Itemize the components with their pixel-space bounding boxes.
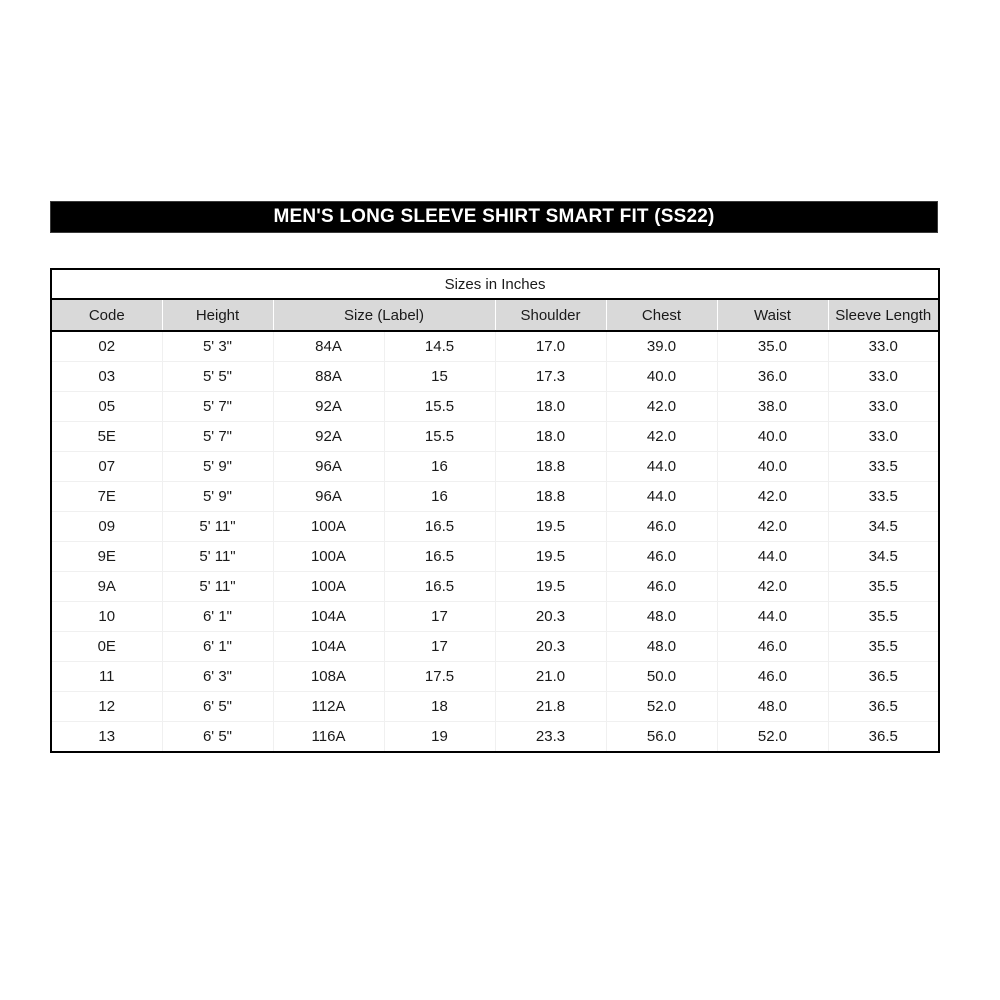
table-row bbox=[51, 632, 939, 662]
size-chart-table bbox=[50, 268, 940, 753]
cell-shoulder: 18.0 bbox=[495, 392, 606, 422]
cell-code: 11 bbox=[51, 662, 162, 692]
cell-height: 5' 3" bbox=[162, 331, 273, 362]
cell-code: 5E bbox=[51, 422, 162, 452]
cell-size-number: 17.5 bbox=[384, 662, 495, 692]
cell-waist: 35.0 bbox=[717, 331, 828, 362]
table-row bbox=[51, 722, 939, 753]
column-header-code: Code bbox=[51, 299, 162, 331]
cell-chest: 44.0 bbox=[606, 452, 717, 482]
cell-height: 6' 3" bbox=[162, 662, 273, 692]
cell-shoulder: 17.3 bbox=[495, 362, 606, 392]
table-row bbox=[51, 362, 939, 392]
cell-chest: 48.0 bbox=[606, 602, 717, 632]
cell-sleeve-length: 36.5 bbox=[828, 662, 939, 692]
column-header-shoulder: Shoulder bbox=[495, 299, 606, 331]
table-caption-row bbox=[51, 269, 939, 299]
column-header-chest: Chest bbox=[606, 299, 717, 331]
cell-chest: 50.0 bbox=[606, 662, 717, 692]
cell-height: 6' 1" bbox=[162, 632, 273, 662]
cell-chest: 48.0 bbox=[606, 632, 717, 662]
cell-sleeve-length: 35.5 bbox=[828, 602, 939, 632]
column-header-sleeve-length: Sleeve Length bbox=[828, 299, 939, 331]
table-row bbox=[51, 572, 939, 602]
cell-size-label: 112A bbox=[273, 692, 384, 722]
table-header-row bbox=[51, 299, 939, 331]
cell-code: 02 bbox=[51, 331, 162, 362]
cell-size-label: 104A bbox=[273, 602, 384, 632]
cell-sleeve-length: 33.0 bbox=[828, 362, 939, 392]
column-header-height: Height bbox=[162, 299, 273, 331]
cell-height: 5' 11" bbox=[162, 512, 273, 542]
cell-size-number: 17 bbox=[384, 632, 495, 662]
cell-shoulder: 19.5 bbox=[495, 572, 606, 602]
cell-chest: 44.0 bbox=[606, 482, 717, 512]
cell-size-number: 16.5 bbox=[384, 542, 495, 572]
cell-waist: 42.0 bbox=[717, 482, 828, 512]
cell-size-label: 92A bbox=[273, 392, 384, 422]
cell-height: 6' 1" bbox=[162, 602, 273, 632]
cell-sleeve-length: 34.5 bbox=[828, 512, 939, 542]
cell-waist: 46.0 bbox=[717, 662, 828, 692]
cell-sleeve-length: 33.5 bbox=[828, 452, 939, 482]
cell-sleeve-length: 33.0 bbox=[828, 331, 939, 362]
cell-waist: 48.0 bbox=[717, 692, 828, 722]
cell-height: 5' 9" bbox=[162, 482, 273, 512]
cell-size-label: 84A bbox=[273, 331, 384, 362]
cell-chest: 46.0 bbox=[606, 512, 717, 542]
cell-sleeve-length: 33.5 bbox=[828, 482, 939, 512]
cell-sleeve-length: 33.0 bbox=[828, 422, 939, 452]
cell-size-number: 16.5 bbox=[384, 512, 495, 542]
cell-chest: 56.0 bbox=[606, 722, 717, 753]
cell-size-number: 16 bbox=[384, 482, 495, 512]
table-row bbox=[51, 692, 939, 722]
cell-size-number: 18 bbox=[384, 692, 495, 722]
cell-size-number: 14.5 bbox=[384, 331, 495, 362]
cell-code: 12 bbox=[51, 692, 162, 722]
cell-shoulder: 18.0 bbox=[495, 422, 606, 452]
table-caption: Sizes in Inches bbox=[51, 269, 939, 299]
cell-size-label: 116A bbox=[273, 722, 384, 753]
cell-height: 6' 5" bbox=[162, 722, 273, 753]
cell-code: 09 bbox=[51, 512, 162, 542]
cell-chest: 42.0 bbox=[606, 422, 717, 452]
cell-shoulder: 19.5 bbox=[495, 542, 606, 572]
cell-code: 10 bbox=[51, 602, 162, 632]
cell-shoulder: 17.0 bbox=[495, 331, 606, 362]
cell-size-number: 16.5 bbox=[384, 572, 495, 602]
cell-height: 5' 7" bbox=[162, 422, 273, 452]
cell-size-number: 19 bbox=[384, 722, 495, 753]
cell-shoulder: 20.3 bbox=[495, 632, 606, 662]
cell-size-label: 88A bbox=[273, 362, 384, 392]
cell-shoulder: 23.3 bbox=[495, 722, 606, 753]
cell-height: 5' 7" bbox=[162, 392, 273, 422]
cell-height: 5' 5" bbox=[162, 362, 273, 392]
table-row bbox=[51, 331, 939, 362]
cell-waist: 44.0 bbox=[717, 542, 828, 572]
cell-chest: 52.0 bbox=[606, 692, 717, 722]
table-row bbox=[51, 452, 939, 482]
cell-waist: 40.0 bbox=[717, 422, 828, 452]
cell-size-label: 92A bbox=[273, 422, 384, 452]
cell-waist: 52.0 bbox=[717, 722, 828, 753]
cell-sleeve-length: 33.0 bbox=[828, 392, 939, 422]
cell-shoulder: 21.8 bbox=[495, 692, 606, 722]
cell-code: 07 bbox=[51, 452, 162, 482]
cell-shoulder: 19.5 bbox=[495, 512, 606, 542]
cell-size-label: 96A bbox=[273, 482, 384, 512]
cell-waist: 42.0 bbox=[717, 512, 828, 542]
cell-shoulder: 20.3 bbox=[495, 602, 606, 632]
table-row bbox=[51, 662, 939, 692]
column-header-size-label: Size (Label) bbox=[273, 299, 495, 331]
cell-size-label: 100A bbox=[273, 512, 384, 542]
cell-size-label: 104A bbox=[273, 632, 384, 662]
table-row bbox=[51, 542, 939, 572]
cell-shoulder: 21.0 bbox=[495, 662, 606, 692]
cell-chest: 42.0 bbox=[606, 392, 717, 422]
cell-size-number: 15.5 bbox=[384, 422, 495, 452]
cell-sleeve-length: 35.5 bbox=[828, 632, 939, 662]
cell-code: 03 bbox=[51, 362, 162, 392]
cell-chest: 40.0 bbox=[606, 362, 717, 392]
cell-size-label: 100A bbox=[273, 572, 384, 602]
table-body bbox=[51, 331, 939, 752]
cell-chest: 46.0 bbox=[606, 572, 717, 602]
cell-height: 5' 9" bbox=[162, 452, 273, 482]
cell-code: 7E bbox=[51, 482, 162, 512]
cell-code: 9E bbox=[51, 542, 162, 572]
cell-code: 0E bbox=[51, 632, 162, 662]
cell-waist: 46.0 bbox=[717, 632, 828, 662]
cell-chest: 46.0 bbox=[606, 542, 717, 572]
page-title: MEN'S LONG SLEEVE SHIRT SMART FIT (SS22) bbox=[273, 206, 715, 227]
cell-sleeve-length: 35.5 bbox=[828, 572, 939, 602]
cell-sleeve-length: 36.5 bbox=[828, 722, 939, 753]
cell-size-number: 15.5 bbox=[384, 392, 495, 422]
table-row bbox=[51, 422, 939, 452]
cell-height: 6' 5" bbox=[162, 692, 273, 722]
cell-sleeve-length: 36.5 bbox=[828, 692, 939, 722]
cell-shoulder: 18.8 bbox=[495, 452, 606, 482]
cell-size-label: 108A bbox=[273, 662, 384, 692]
cell-size-label: 100A bbox=[273, 542, 384, 572]
table-row bbox=[51, 392, 939, 422]
cell-chest: 39.0 bbox=[606, 331, 717, 362]
table-row bbox=[51, 602, 939, 632]
cell-shoulder: 18.8 bbox=[495, 482, 606, 512]
cell-size-number: 16 bbox=[384, 452, 495, 482]
title-bar bbox=[50, 201, 938, 233]
cell-size-label: 96A bbox=[273, 452, 384, 482]
table-row bbox=[51, 482, 939, 512]
table-row bbox=[51, 512, 939, 542]
cell-waist: 38.0 bbox=[717, 392, 828, 422]
cell-waist: 40.0 bbox=[717, 452, 828, 482]
cell-height: 5' 11" bbox=[162, 542, 273, 572]
cell-sleeve-length: 34.5 bbox=[828, 542, 939, 572]
cell-waist: 36.0 bbox=[717, 362, 828, 392]
cell-code: 9A bbox=[51, 572, 162, 602]
cell-size-number: 17 bbox=[384, 602, 495, 632]
cell-height: 5' 11" bbox=[162, 572, 273, 602]
cell-code: 05 bbox=[51, 392, 162, 422]
cell-waist: 42.0 bbox=[717, 572, 828, 602]
cell-code: 13 bbox=[51, 722, 162, 753]
cell-size-number: 15 bbox=[384, 362, 495, 392]
cell-waist: 44.0 bbox=[717, 602, 828, 632]
column-header-waist: Waist bbox=[717, 299, 828, 331]
